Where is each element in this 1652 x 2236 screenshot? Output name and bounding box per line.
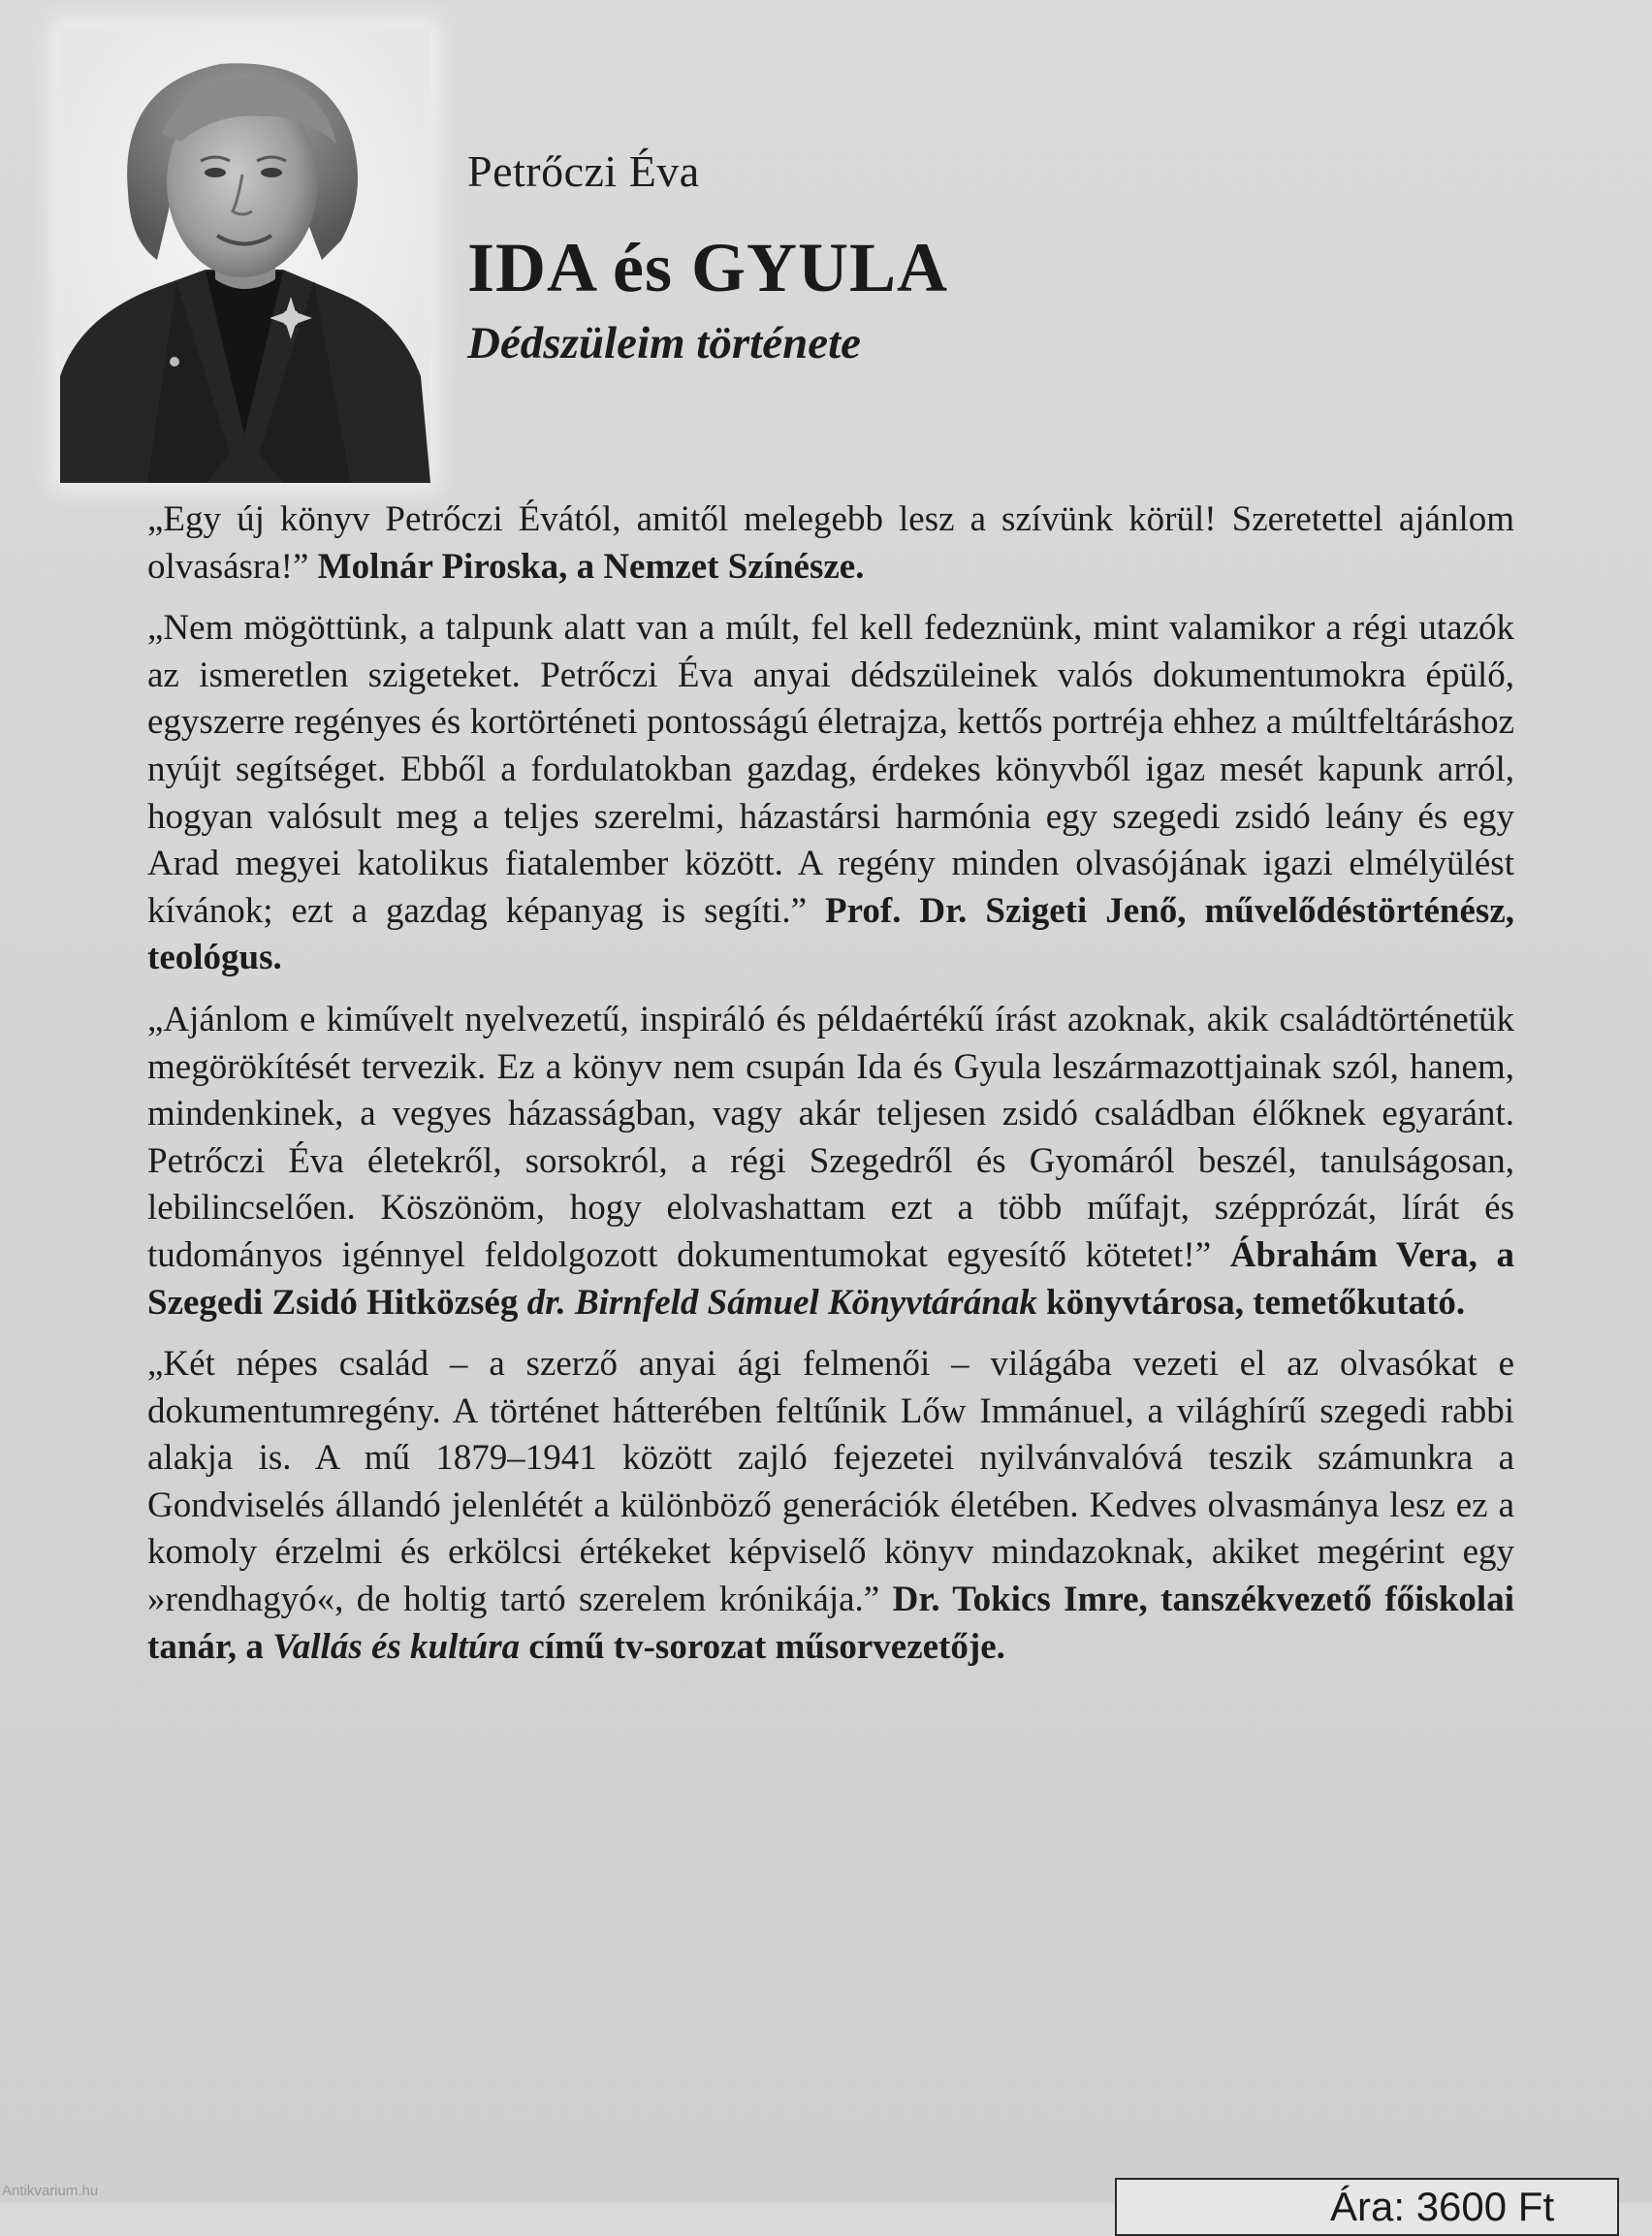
- blurb-attribution: Ábrahám Vera, a Szegedi Zsidó Hitközség: [147, 1234, 1515, 1323]
- watermark: Antikvarium.hu: [2, 2183, 99, 2199]
- blurb-quote: „Ajánlom e kiművelt nyelvezetű, inspiráló és példaértékű írást azoknak, akik családtörténetük megörökítését tervezik. Ez a könyv nem csupán Ida és Gyula leszármazottjainak szól, hanem, mindenkinek, a vegyes házasságban, vagy akár teljesen zsidó családban élőknek egyaránt. Petrőczi Éva életekről, sorsokról, a régi Szegedről és Gyomáról beszél, tanulságosan, lebilincselően. Köszönöm, hogy elolvashattam ezt a több műfajt, szépprózát, lírát és tudományos igénnyel feldolgozott dokumentumokat egyesítő kötetet!”: [147, 999, 1514, 1275]
- blurb-4: [147, 1341, 1514, 1671]
- book-subtitle: Dédszüleim története: [467, 317, 861, 368]
- blurb-attribution-end: könyvtárosa, temetőkutató.: [1046, 1282, 1466, 1323]
- author-name: Petrőczi Éva: [467, 146, 700, 196]
- blurb-attribution-italic: Vallás és kultúra: [272, 1626, 521, 1667]
- author-portrait-image: [60, 27, 430, 483]
- blurb-quote: „Két népes család – a szerző anyai ági felmenői – világába vezeti el az olvasókat e dokumentumregény. A történet hátterében feltűnik Lőw Immánuel, a világhírű szegedi rabbi alakja is. A mű 1879–1941 között zajló fejezetei nyilvánvalóvá teszik számunkra a Gondviselés állandó jelenlétét a különböző generációk életében. Kedves olvasmánya lesz ez a komoly érzelmi és erkölcsi értékeket képviselő könyv mindazoknak, akiket megérint egy »rendhagyó«, de holtig tartó szerelem krónikája.”: [147, 1344, 1514, 1620]
- blurb-3: [147, 997, 1514, 1326]
- blurb-quote: „Egy új könyv Petrőczi Évától, amitől melegebb lesz a szívünk körül! Szeretettel ajánlom olvasásra!”: [147, 499, 1514, 587]
- blurb-attribution-italic: dr. Birnfeld Sámuel Könyvtárának: [526, 1282, 1037, 1323]
- blurb-1: [147, 496, 1514, 591]
- price-label: Ára: 3600 Ft: [1330, 2184, 1555, 2229]
- blurb-attribution: Prof. Dr. Szigeti Jenő, művelődéstörténész, teológus.: [147, 890, 1515, 978]
- blurb-section: [147, 496, 1514, 1685]
- author-portrait: [60, 27, 430, 483]
- book-title: IDA és GYULA: [467, 229, 949, 306]
- blurb-attribution: Molnár Piroska, a Nemzet Színésze.: [317, 546, 865, 587]
- blurb-quote: „Nem mögöttünk, a talpunk alatt van a múlt, fel kell fedeznünk, mint valamikor a régi utazók az ismeretlen szigeteket. Petrőczi Éva anyai dédszüleinek valós dokumentumokra épülő, egyszerre regényes és kortörténeti pontosságú életrajza, kettős portréja ehhez a múltfeltáráshoz nyújt segítséget. Ebből a fordulatokban gazdag, érdekes könyvből igaz mesét kapunk arról, hogyan valósult meg a teljes szerelmi, házastársi harmónia egy szegedi zsidó leány és egy Arad megyei katolikus fiatalember között. A regény minden olvasójának igazi elmélyülést kívánok; ezt a gazdag képanyag is segíti.”: [147, 608, 1514, 931]
- blurb-2: [147, 605, 1514, 982]
- blurb-attribution: Dr. Tokics Imre, tanszékvezető főiskolai tanár, a: [147, 1580, 1514, 1667]
- price-sticker: [1115, 2178, 1619, 2236]
- blurb-attribution-end: című tv-sorozat műsorvezetője.: [528, 1626, 1005, 1667]
- book-header: [467, 145, 1592, 369]
